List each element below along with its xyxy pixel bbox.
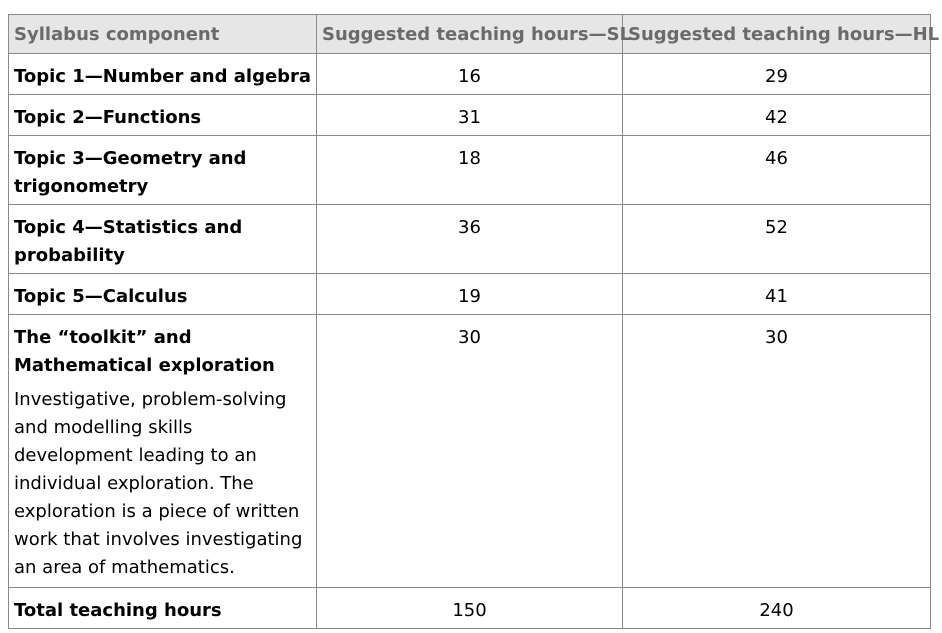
row-sl-hours: 18 <box>317 136 623 205</box>
row-sl-hours: 36 <box>317 205 623 274</box>
table-row <box>9 315 931 588</box>
total-label: Total teaching hours <box>9 588 317 629</box>
total-sl-hours: 150 <box>317 588 623 629</box>
total-row <box>9 588 931 629</box>
row-sl-hours: 31 <box>317 95 623 136</box>
row-label: Topic 1—Number and algebra <box>9 54 317 95</box>
row-sl-hours: 16 <box>317 54 623 95</box>
total-hl-hours: 240 <box>623 588 931 629</box>
row-sl-hours: 19 <box>317 274 623 315</box>
table-row <box>9 136 931 205</box>
table-row <box>9 274 931 315</box>
row-label: Topic 2—Functions <box>9 95 317 136</box>
table-body <box>9 54 931 629</box>
row-hl-hours: 46 <box>623 136 931 205</box>
row-hl-hours: 29 <box>623 54 931 95</box>
header-hours-sl: Suggested teaching hours—SL <box>317 15 623 54</box>
header-syllabus-component: Syllabus component <box>9 15 317 54</box>
table-row <box>9 95 931 136</box>
row-label: Topic 3—Geometry and trigonometry <box>9 136 317 205</box>
table-row <box>9 205 931 274</box>
row-hl-hours: 41 <box>623 274 931 315</box>
row-hl-hours: 30 <box>623 315 931 588</box>
row-label: Topic 4—Statistics and probability <box>9 205 317 274</box>
table-row <box>9 54 931 95</box>
table-header <box>9 15 940 54</box>
row-label: The “toolkit” and Mathematical exploration <box>14 327 275 376</box>
row-label: Topic 5—Calculus <box>9 274 317 315</box>
syllabus-hours-table <box>8 14 940 629</box>
row-description: Investigative, problem-solving and modelling skills development leading to an individual exploration. The exploration is a piece of written work that involves investigating an area of mathematics. <box>14 389 303 578</box>
toolkit-cell <box>9 315 317 588</box>
header-hours-hl: Suggested teaching hours—HL <box>623 15 931 54</box>
header-row <box>9 15 931 54</box>
row-sl-hours: 30 <box>317 315 623 588</box>
row-hl-hours: 42 <box>623 95 931 136</box>
row-hl-hours: 52 <box>623 205 931 274</box>
